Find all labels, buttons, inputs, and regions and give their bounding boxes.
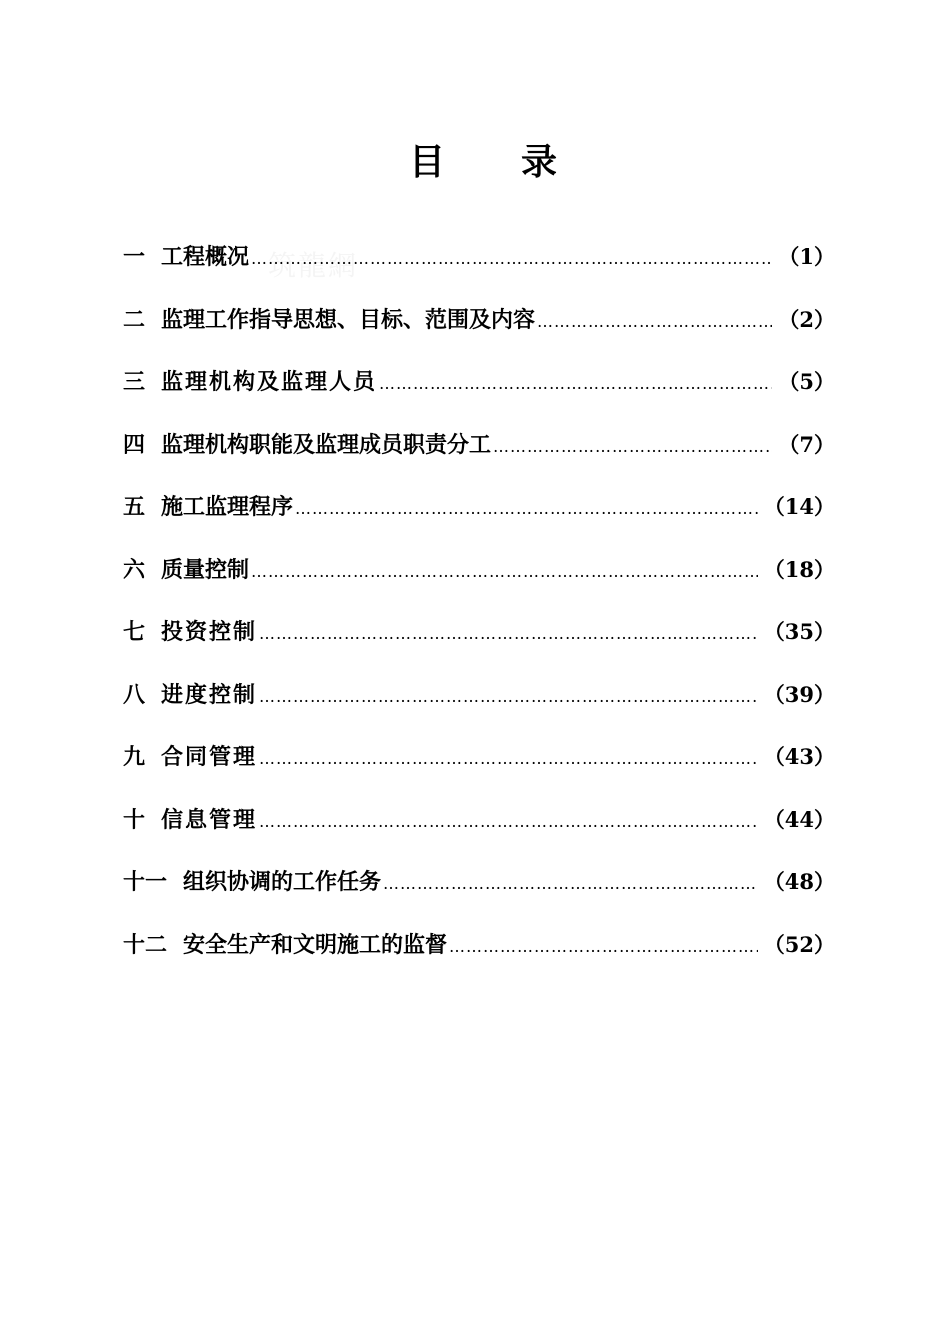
toc-entry[interactable] [123, 615, 835, 678]
toc-entry-page: （7） [778, 431, 835, 457]
toc-dot-leader [259, 742, 758, 776]
toc-entry[interactable] [123, 740, 835, 803]
toc-dot-leader [259, 617, 758, 651]
toc-entry-page: （39） [763, 681, 835, 707]
toc-entry-page: （35） [763, 619, 835, 644]
toc-entry-page: （43） [763, 744, 835, 769]
toc-entry-number: 七 [123, 619, 146, 645]
toc-dot-leader [295, 492, 758, 526]
toc-entry[interactable] [123, 865, 835, 928]
toc-entry-number: 十一 [123, 869, 168, 895]
toc-entry[interactable] [123, 678, 835, 741]
toc-entry[interactable] [123, 803, 835, 866]
toc-entry[interactable] [123, 928, 835, 991]
toc-dot-leader [251, 242, 772, 276]
toc-entry-page: （18） [763, 556, 835, 582]
toc-entry[interactable] [123, 303, 835, 366]
watermark: 筑龍網 [268, 249, 359, 282]
toc-entry-page: （52） [763, 931, 835, 957]
toc-entry-label: 信息管理 [161, 806, 258, 833]
toc-entry[interactable] [123, 490, 835, 553]
toc-title-char-1: 目 [408, 141, 447, 183]
toc-entry-label: 工程概况 [161, 244, 250, 270]
toc-entry-number: 四 [123, 431, 146, 458]
toc-entry-number: 九 [123, 744, 146, 770]
toc-entry-page: （2） [778, 306, 835, 332]
toc-dot-leader [537, 305, 772, 339]
toc-entry[interactable] [123, 240, 835, 303]
toc-entry-page: （48） [763, 869, 835, 894]
table-of-contents [123, 240, 835, 990]
toc-entry-page: （5） [778, 369, 835, 394]
toc-entry-page: （14） [763, 494, 835, 519]
toc-entry-label: 监理机构职能及监理成员职责分工 [161, 431, 492, 458]
toc-entry-label: 监理工作指导思想、目标、范围及内容 [161, 306, 536, 333]
toc-entry-number: 一 [123, 244, 146, 270]
toc-entry[interactable] [123, 553, 835, 616]
toc-entry-page: （44） [763, 806, 835, 832]
toc-dot-leader [259, 805, 758, 839]
toc-entry-number: 二 [123, 306, 146, 333]
toc-entry-label: 组织协调的工作任务 [183, 869, 382, 895]
toc-dot-leader [449, 930, 758, 964]
toc-entry-number: 十 [123, 806, 146, 833]
toc-dot-leader [493, 430, 772, 464]
toc-entry-number: 六 [123, 556, 146, 583]
toc-dot-leader [259, 680, 758, 714]
toc-dot-leader [383, 867, 758, 901]
toc-entry-label: 施工监理程序 [161, 494, 294, 520]
toc-dot-leader [379, 367, 772, 401]
toc-entry[interactable] [123, 365, 835, 428]
toc-entry-label: 合同管理 [161, 744, 258, 770]
toc-entry-number: 三 [123, 369, 146, 395]
toc-entry[interactable] [123, 428, 835, 491]
toc-entry-number: 五 [123, 494, 146, 520]
toc-entry-label: 投资控制 [161, 619, 258, 645]
toc-entry-number: 十二 [123, 931, 168, 958]
toc-entry-label: 进度控制 [161, 681, 258, 708]
toc-entry-number: 八 [123, 681, 146, 708]
toc-entry-page: （1） [778, 244, 835, 269]
toc-title-char-2: 录 [520, 141, 559, 183]
toc-entry-label: 监理机构及监理人员 [161, 369, 378, 395]
toc-entry-label: 质量控制 [161, 556, 250, 583]
toc-dot-leader [251, 555, 758, 589]
toc-entry-label: 安全生产和文明施工的监督 [183, 931, 448, 958]
